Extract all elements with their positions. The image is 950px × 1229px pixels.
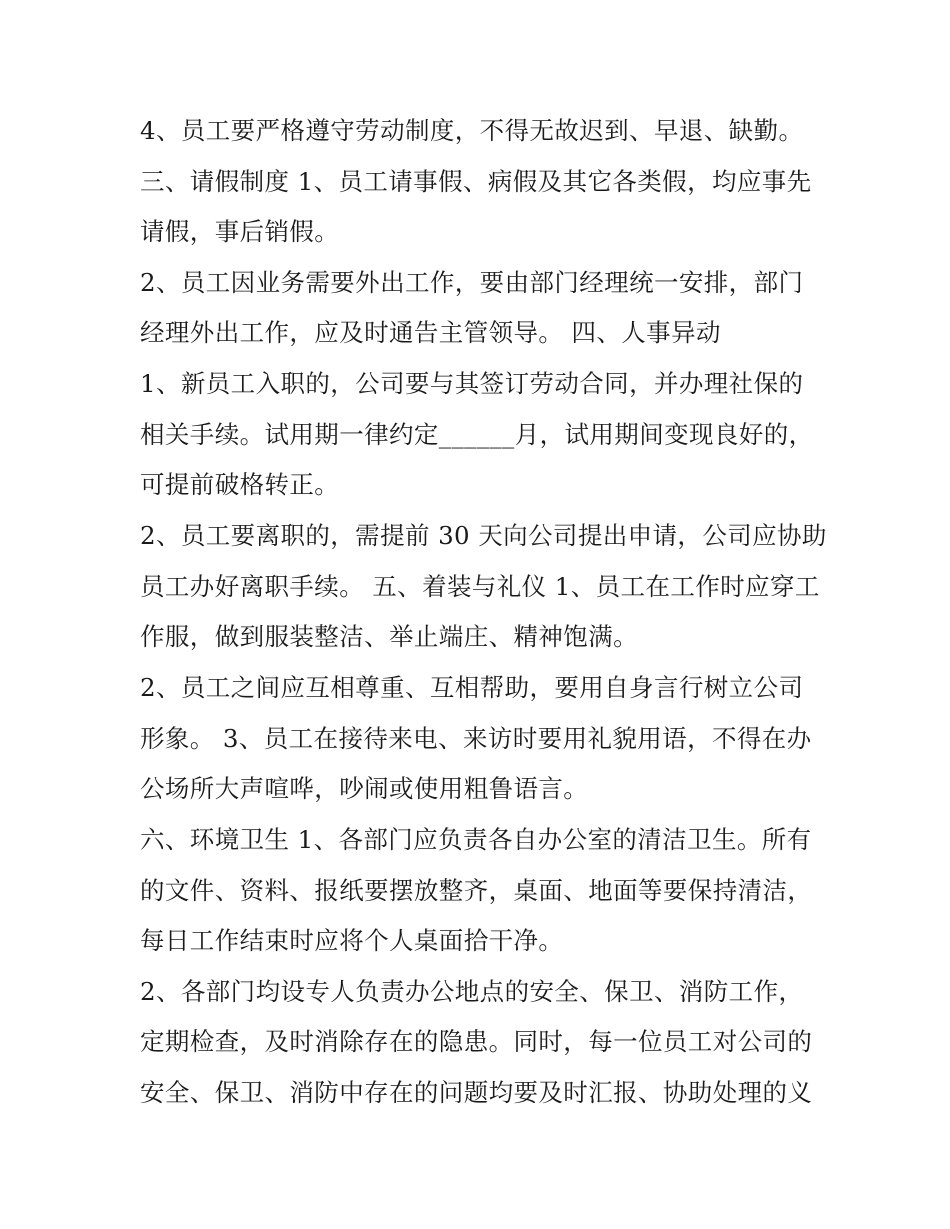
- text-line: 2、各部门均设专人负责办公地点的安全、保卫、消防工作，: [140, 977, 804, 1006]
- text-line: 三、请假制度 1、员工请事假、病假及其它各类假，均应事先: [140, 167, 812, 196]
- text-line: 4、员工要严格遵守劳动制度，不得无故迟到、早退、缺勤。: [140, 116, 804, 145]
- text-line: 的文件、资料、报纸要摆放整齐，桌面、地面等要保持清洁，: [140, 876, 813, 905]
- text-line: 请假，事后销假。: [140, 217, 340, 246]
- text-line: 员工办好离职手续。 五、着装与礼仪 1、员工在工作时应穿工: [140, 572, 820, 601]
- text-line: 每日工作结束时应将个人桌面拾干净。: [140, 926, 564, 955]
- text-line: 六、环境卫生 1、各部门应负责各自办公室的清洁卫生。所有: [140, 825, 812, 854]
- text-line: 安全、保卫、消防中存在的问题均要及时汇报、协助处理的义: [140, 1078, 813, 1107]
- text-line: 相关手续。试用期一律约定______月，试用期间变现良好的，: [140, 420, 814, 449]
- text-line: 形象。 3、员工在接待来电、来访时要用礼貌用语，不得在办: [140, 724, 812, 753]
- text-line: 定期检查，及时消除存在的隐患。同时，每一位员工对公司的: [140, 1027, 813, 1056]
- text-line: 公场所大声喧哗，吵闹或使用粗鲁语言。: [140, 774, 589, 803]
- text-line: 作服，做到服装整洁、举止端庄、精神饱满。: [140, 622, 638, 651]
- text-line: 2、员工之间应互相尊重、互相帮助，要用自身言行树立公司: [140, 673, 804, 702]
- text-line: 2、员工因业务需要外出工作，要由部门经理统一安排，部门: [140, 268, 804, 297]
- text-line: 经理外出工作，应及时通告主管领导。 四、人事异动: [140, 318, 721, 347]
- text-line: 1、新员工入职的，公司要与其签订劳动合同，并办理社保的: [140, 369, 804, 398]
- text-line: 2、员工要离职的，需提前 30 天向公司提出申请，公司应协助: [140, 521, 827, 550]
- text-line: 可提前破格转正。: [140, 470, 340, 499]
